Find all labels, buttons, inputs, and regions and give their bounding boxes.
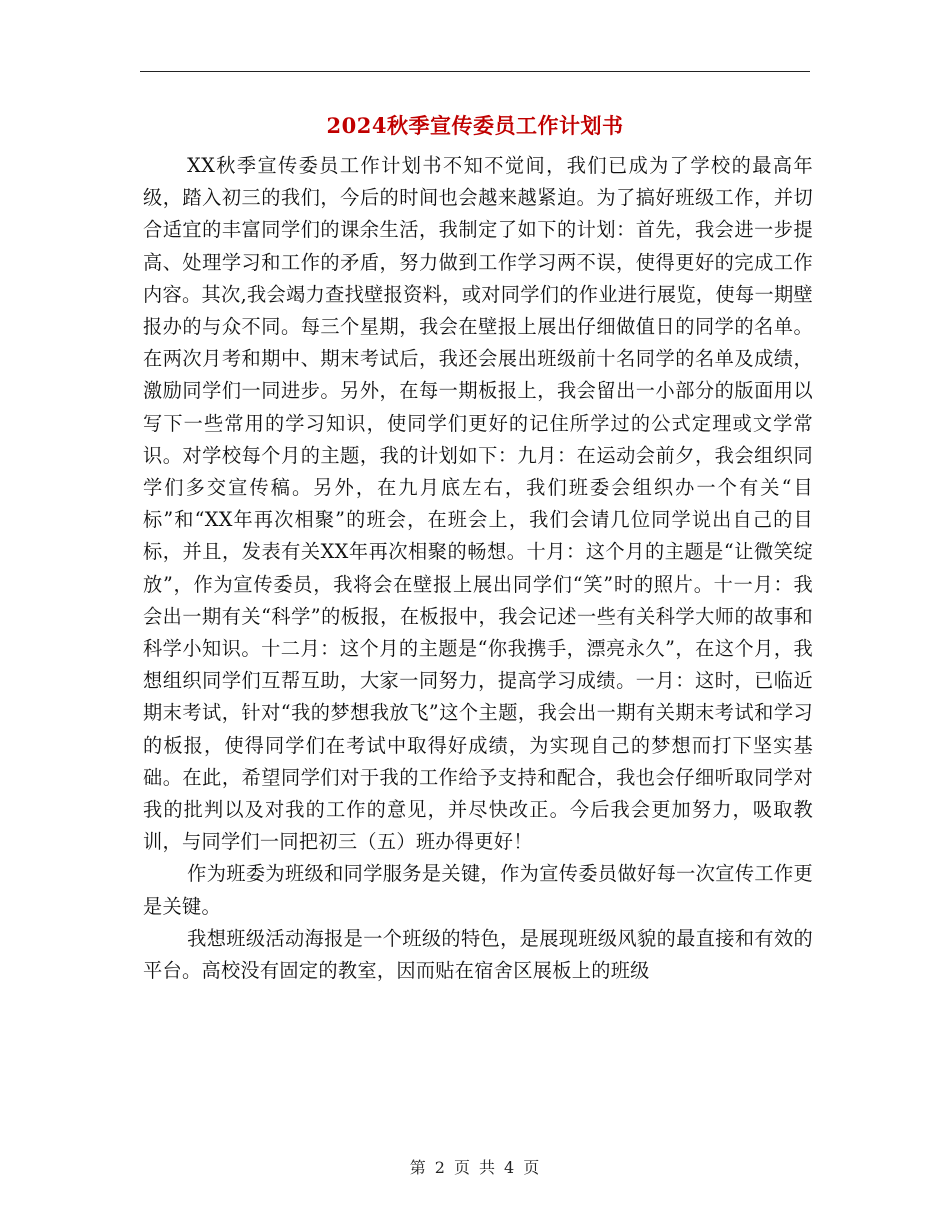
- document-title: 2024秋季宣传委员工作计划书: [326, 113, 624, 138]
- footer-total-pages: 4: [504, 1158, 516, 1177]
- paragraph-2: 作为班委为班级和同学服务是关键，作为宣传委员做好每一次宣传工作更是关键。: [143, 862, 813, 918]
- document-body: [143, 150, 813, 987]
- header-rule: [140, 71, 810, 72]
- paragraph-3: 我想班级活动海报是一个班级的特色，是展现班级风貌的最直接和有效的平台。高校没有固定的教室，因而贴在宿舍区展板上的班级: [143, 926, 813, 983]
- paragraph-1: XX秋季宣传委员工作计划书不知不觉间，我们已成为了学校的最高年级，踏入初三的我们，今后的时间也会越来越紧迫。为了搞好班级工作，并切合适宜的丰富同学们的课余生活，我制定了如下的计划：首先，我会进一步提高、处理学习和工作的矛盾，努力做到工作学习两不误，使得更好的完成工作内容。其次,我会竭力查找壁报资料，或对同学们的作业进行展览，使每一期壁报办的与众不同。每三个星期，我会在壁报上展出仔细做值日的同学的名单。在两次月考和期中、期末考试后，我还会展出班级前十名同学的名单及成绩，激励同学们一同进步。另外，在每一期板报上，我会留出一小部分的版面用以写下一些常用的学习知识，使同学们更好的记住所学过的公式定理或文学常识。对学校每个月的主题，我的计划如下：九月：在运动会前夕，我会组织同学们多交宣传稿。另外，在九月底左右，我们班委会组织办一个有关“目标”和“XX年再次相聚”的班会，在班会上，我们会请几位同学说出自己的目标，并且，发表有关XX年再次相聚的畅想。十月：这个月的主题是“让微笑绽放”，作为宣传委员，我将会在壁报上展出同学们“笑”时的照片。十一月：我会出一期有关“科学”的板报，在板报中，我会记述一些有关科学大师的故事和科学小知识。十二月：这个月的主题是“你我携手，漂亮永久”，在这个月，我想组织同学们互帮互助，大家一同努力，提高学习成绩。一月：这时，已临近期末考试，针对“我的梦想我放飞”这个主题，我会出一期有关期末考试和学习的板报，使得同学们在考试中取得好成绩，为实现自己的梦想而打下坚实基础。在此，希望同学们对于我的工作给予支持和配合，我也会仔细听取同学对我的批判以及对我的工作的意见，并尽快改正。今后我会更加努力，吸取教训，与同学们一同把初三（五）班办得更好！: [143, 154, 813, 854]
- footer-total-label: 共: [479, 1158, 497, 1177]
- footer-prefix: 第: [409, 1158, 427, 1177]
- footer-current-page: 2: [434, 1158, 446, 1177]
- footer-page-suffix: 页: [523, 1158, 541, 1177]
- page-footer: [0, 1155, 950, 1178]
- footer-page-mid: 页: [453, 1158, 471, 1177]
